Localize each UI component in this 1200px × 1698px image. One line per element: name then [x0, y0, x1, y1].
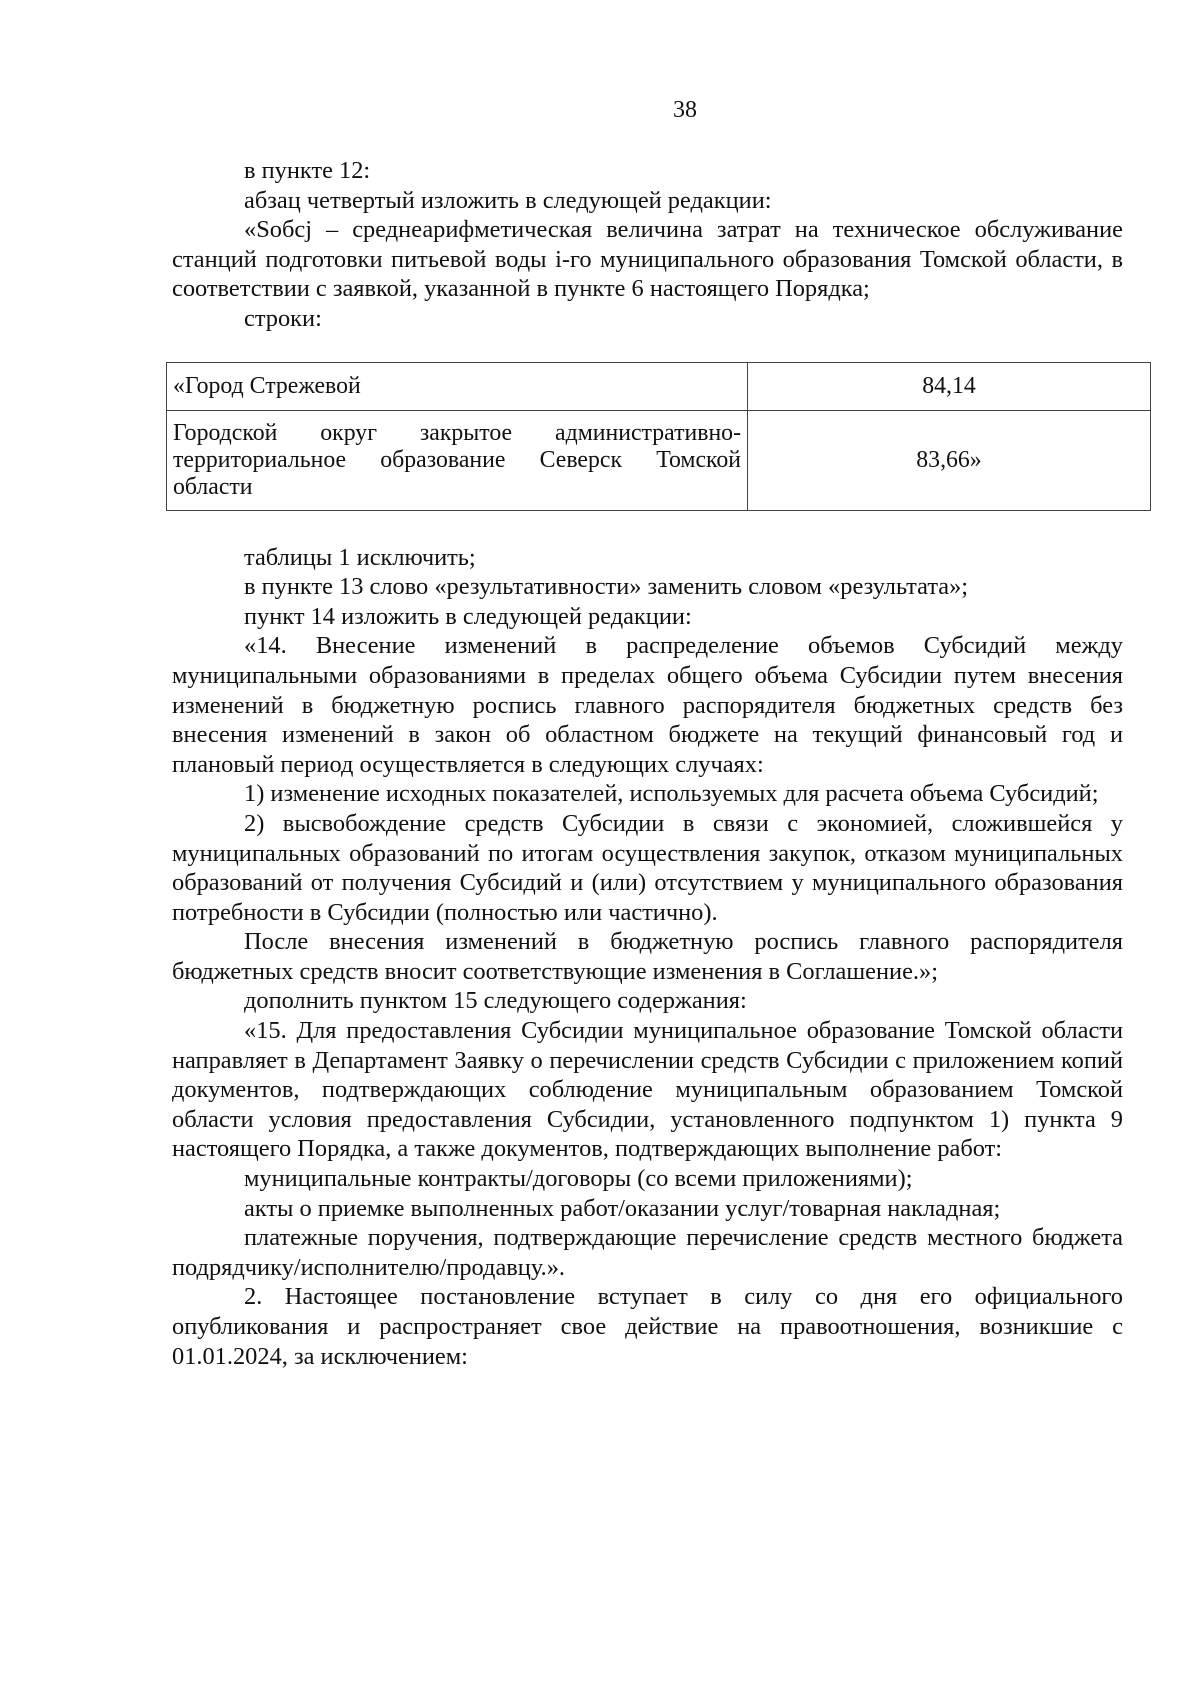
paragraph-10: 2) высвобождение средств Субсидии в связи с экономией, сложившейся у муниципальных образований по итогам осуществления закупок, отказом муниципальных образований от получения Субсидий и (или) отсутствием у муниципального образования потребности в Субсидии (полностью или частично). — [172, 809, 1123, 926]
paragraph-1: в пункте 12: — [244, 157, 371, 184]
paragraph-12: дополнить пунктом 15 следующего содержания: — [244, 987, 747, 1015]
paragraph-4: строки: — [244, 304, 322, 332]
paragraph-17: 2. Настоящее постановление вступает в силу со дня его официального опубликования и распространяет свое действие на правоотношения, возникшие с 01.01.2024, за исключением: — [172, 1283, 1123, 1370]
table-cell-name: «Город Стрежевой — [167, 362, 748, 410]
paragraph-9: 1) изменение исходных показателей, используемых для расчета объема Субсидий; — [244, 780, 1099, 808]
table-cell-value: 83,66» — [748, 410, 1151, 510]
paragraph-15: акты о приемке выполненных работ/оказании услуг/товарная накладная; — [244, 1194, 1001, 1222]
paragraph-6: в пункте 13 слово «результативности» заменить словом «результата»; — [244, 573, 969, 601]
table-cell-name: Городской округ закрытое административно-территориальное образование Северск Томской области — [167, 410, 748, 510]
table-row — [167, 362, 1151, 410]
paragraph-11: После внесения изменений в бюджетную роспись главного распорядителя бюджетных средств вносит соответствующие изменения в Соглашение.»; — [172, 928, 1123, 985]
paragraph-14: муниципальные контракты/договоры (со всеми приложениями); — [244, 1165, 913, 1193]
paragraph-16: платежные поручения, подтверждающие перечисление средств местного бюджета подрядчику/исполнителю/продавцу.». — [172, 1224, 1123, 1281]
municipality-table — [166, 362, 1151, 511]
paragraph-5: таблицы 1 исключить; — [244, 543, 476, 571]
page-number: 38 — [673, 97, 697, 123]
paragraph-13: «15. Для предоставления Субсидии муниципальное образование Томской области направляет в Департамент Заявку о перечислении средств Субсидии с приложением копий документов, подтверждающих соблюдение муниципальным образованием Томской области условия предоставления Субсидии, установленного подпунктом 1) пункта 9 настоящего Порядка, а также документов, подтверждающих выполнение работ: — [172, 1017, 1123, 1163]
table-row — [167, 410, 1151, 510]
table-cell-value: 84,14 — [748, 362, 1151, 410]
municipality-table-wrapper — [166, 362, 1151, 511]
paragraph-8: «14. Внесение изменений в распределение объемов Субсидий между муниципальными образованиями в пределах общего объема Субсидии путем внесения изменений в бюджетную роспись главного распорядителя бюджетных средств без внесения изменений в закон об областном бюджете на текущий финансовый год и плановый период осуществляется в следующих случаях: — [172, 632, 1123, 778]
paragraph-2: абзац четвертый изложить в следующей редакции: — [244, 186, 772, 214]
document-body — [172, 156, 1123, 1371]
paragraph-7: пункт 14 изложить в следующей редакции: — [244, 602, 692, 630]
paragraph-3: «Sобсj – среднеарифметическая величина затрат на техническое обслуживание станций подготовки питьевой воды i-го муниципального образования Томской области, в соответствии с заявкой, указанной в пункте 6 настоящего Порядка; — [172, 216, 1123, 303]
